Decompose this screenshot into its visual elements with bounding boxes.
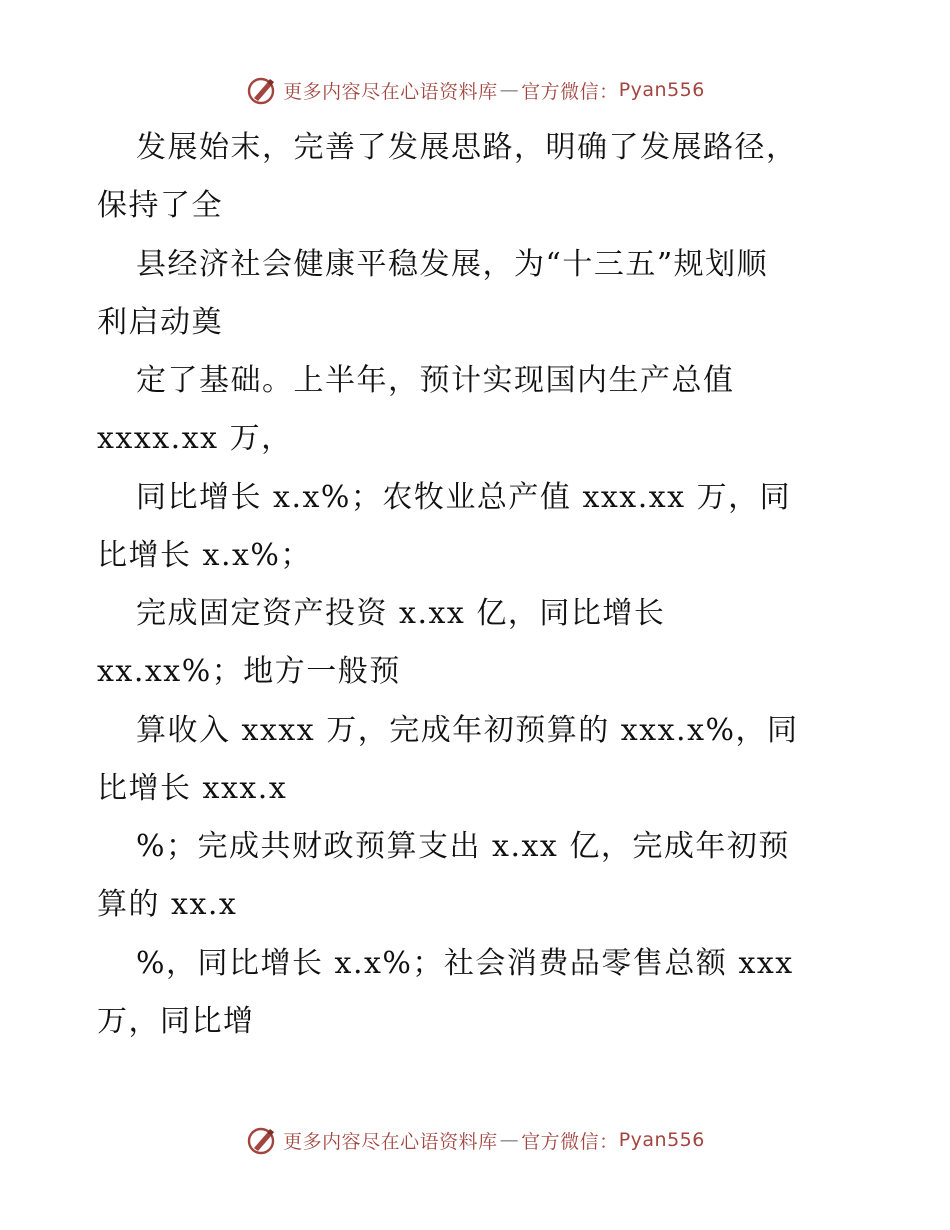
body-line: 县经济社会健康平稳发展，为“十三五”规划顺 bbox=[136, 247, 769, 282]
body-line: 万，同比增 bbox=[97, 1004, 255, 1039]
body-line: 比增长 x.x%； bbox=[97, 538, 312, 573]
body-line: 定了基础。上半年，预计实现国内生产总值 bbox=[136, 363, 735, 398]
body-line: 完成固定资产投资 x.xx 亿，同比增长 bbox=[136, 596, 666, 631]
watermark-label: 官方微信： bbox=[521, 80, 619, 103]
watermark-separator: — bbox=[499, 79, 520, 101]
footer-watermark bbox=[0, 1120, 950, 1160]
watermark-handle: Pyan556 bbox=[618, 79, 705, 101]
watermark-separator: — bbox=[499, 1129, 520, 1151]
body-line: 算收入 xxxx 万，完成年初预算的 xxx.x%，同 bbox=[136, 713, 799, 748]
watermark-text: 更多内容尽在心语资料库 bbox=[283, 80, 498, 103]
body-line: xxxx.xx 万， bbox=[97, 421, 293, 456]
body-line: %，同比增长 x.x%；社会消费品零售总额 xxx bbox=[136, 946, 794, 981]
pen-nib-logo-icon bbox=[245, 1124, 277, 1156]
body-line: 同比增长 x.x%；农牧业总产值 xxx.xx 万，同 bbox=[136, 480, 792, 515]
body-line: xx.xx%；地方一般预 bbox=[97, 654, 401, 689]
header-watermark bbox=[0, 70, 950, 110]
body-line: 比增长 xxx.x bbox=[97, 771, 288, 806]
body-line: 利启动奠 bbox=[97, 305, 223, 340]
pen-nib-logo-icon bbox=[245, 74, 277, 106]
body-line: %；完成共财政预算支出 x.xx 亿，完成年初预 bbox=[136, 829, 790, 864]
watermark-text: 更多内容尽在心语资料库 bbox=[283, 1130, 498, 1153]
watermark-label: 官方微信： bbox=[521, 1130, 619, 1153]
body-line: 发展始末，完善了发展思路，明确了发展路径， bbox=[136, 130, 798, 165]
body-line: 保持了全 bbox=[97, 188, 223, 223]
watermark-handle: Pyan556 bbox=[618, 1129, 705, 1151]
body-line: 算的 xx.x bbox=[97, 887, 238, 922]
